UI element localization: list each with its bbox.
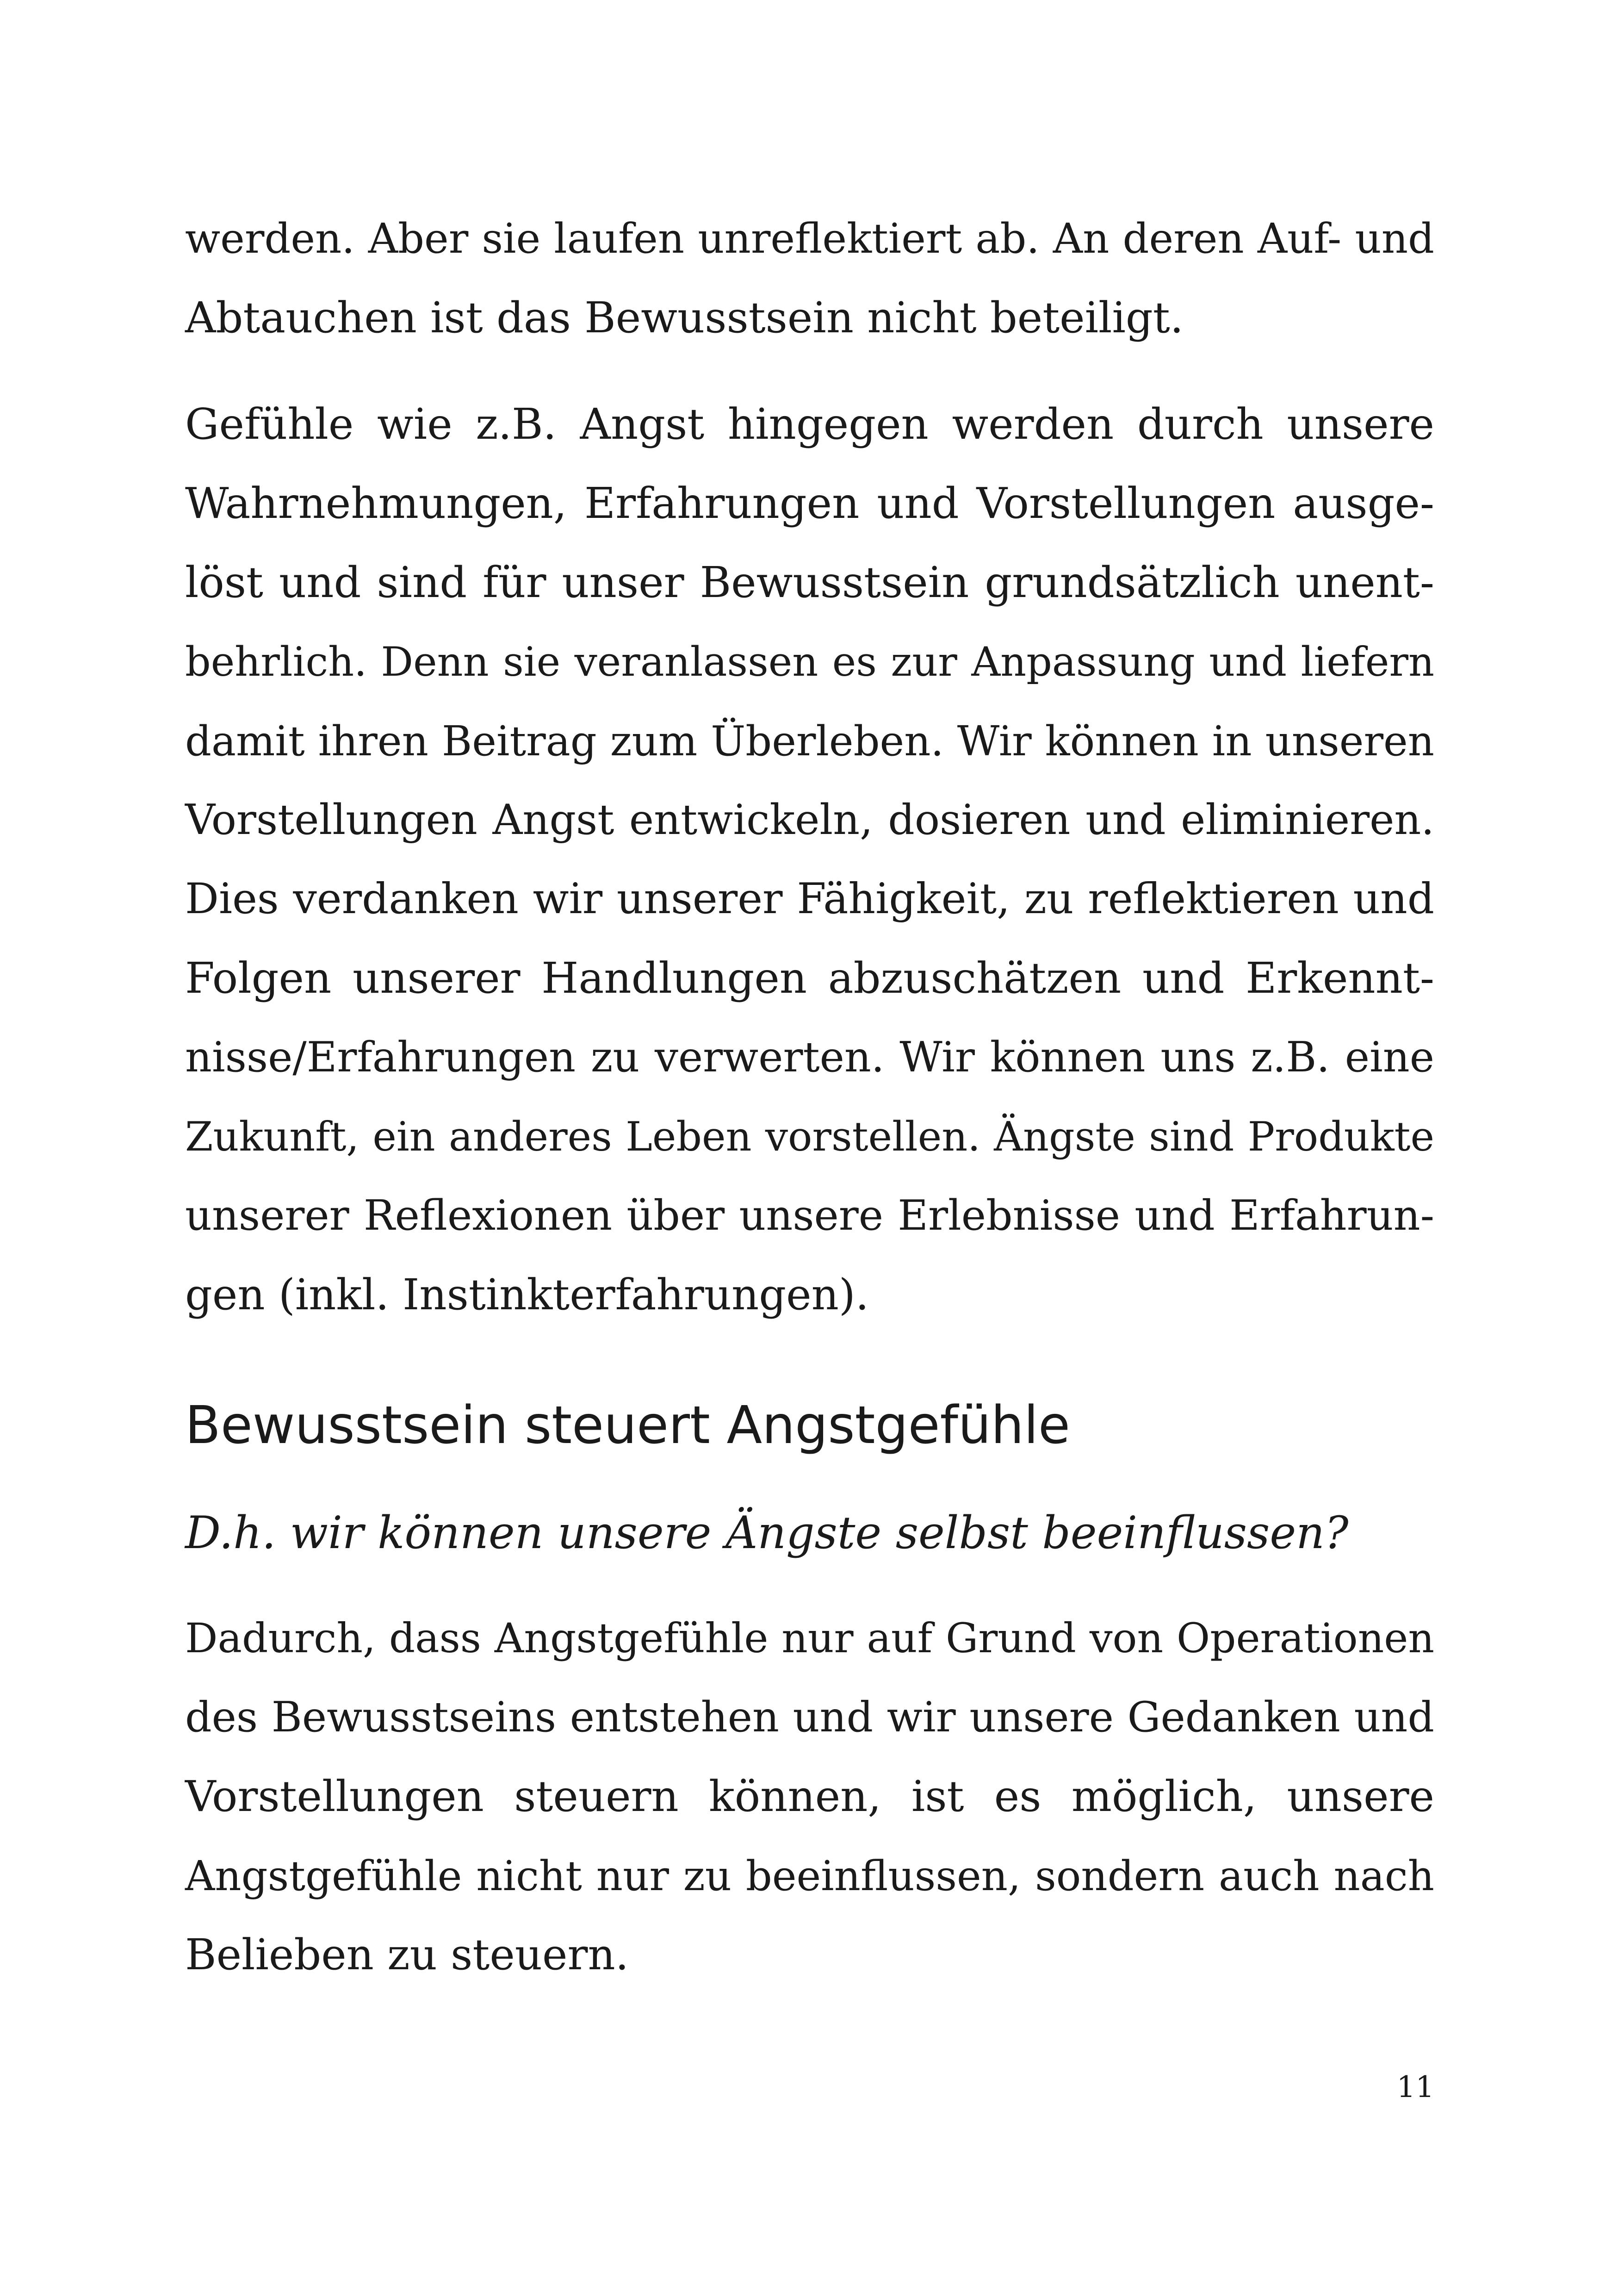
paragraph-3-line-3: Vorstellungen steuern können, ist es möglich, unsere	[185, 1772, 1434, 1821]
paragraph-2-line-6: Vorstellungen Angst entwickeln, dosieren und eliminieren.	[185, 796, 1434, 844]
paragraph-2-line-12: gen (inkl. Instinkterfahrungen).	[185, 1270, 869, 1319]
section-question: D.h. wir können unsere Ängste selbst beeinflussen?	[185, 1507, 1349, 1559]
paragraph-2-line-5: damit ihren Beitrag zum Überleben. Wir können in unseren	[185, 717, 1434, 765]
paragraph-2-line-11: unserer Reflexionen über unsere Erlebnisse und Erfahrun-	[185, 1191, 1434, 1240]
paragraph-2-line-2: Wahrnehmungen, Erfahrungen und Vorstellungen ausge-	[185, 479, 1434, 528]
paragraph-2-line-4: behrlich. Denn sie veranlassen es zur Anpassung und liefern	[185, 638, 1434, 685]
page-number: 11	[1396, 2070, 1434, 2104]
paragraph-1-line-1: werden. Aber sie laufen unreflektiert ab. An deren Auf- und	[185, 214, 1434, 262]
paragraph-2-line-9: nisse/Erfahrungen zu verwerten. Wir können uns z.B. eine	[185, 1033, 1434, 1082]
paragraph-3-line-4: Angstgefühle nicht nur zu beeinflussen, sondern auch nach	[185, 1852, 1434, 1900]
book-page	[185, 0, 1434, 2296]
paragraph-2-line-8: Folgen unserer Handlungen abzuschätzen und Erkennt-	[185, 953, 1434, 1003]
section-heading: Bewusstsein steuert Angstgefühle	[185, 1395, 1070, 1456]
paragraph-3-line-5: Belieben zu steuern.	[185, 1930, 629, 1979]
paragraph-3-line-2: des Bewusstseins entstehen und wir unsere Gedanken und	[185, 1693, 1434, 1742]
paragraph-2-line-1: Gefühle wie z.B. Angst hingegen werden durch unsere	[185, 399, 1434, 449]
paragraph-3-line-1: Dadurch, dass Angstgefühle nur auf Grund von Operationen	[185, 1614, 1434, 1662]
paragraph-2-line-3: löst und sind für unser Bewusstsein grundsätzlich unent-	[185, 558, 1434, 607]
paragraph-1-line-2: Abtauchen ist das Bewusstsein nicht beteiligt.	[185, 293, 1184, 342]
paragraph-2-line-7: Dies verdanken wir unserer Fähigkeit, zu reflektieren und	[185, 875, 1434, 923]
paragraph-2-line-10: Zukunft, ein anderes Leben vorstellen. Ängste sind Produkte	[185, 1113, 1434, 1160]
